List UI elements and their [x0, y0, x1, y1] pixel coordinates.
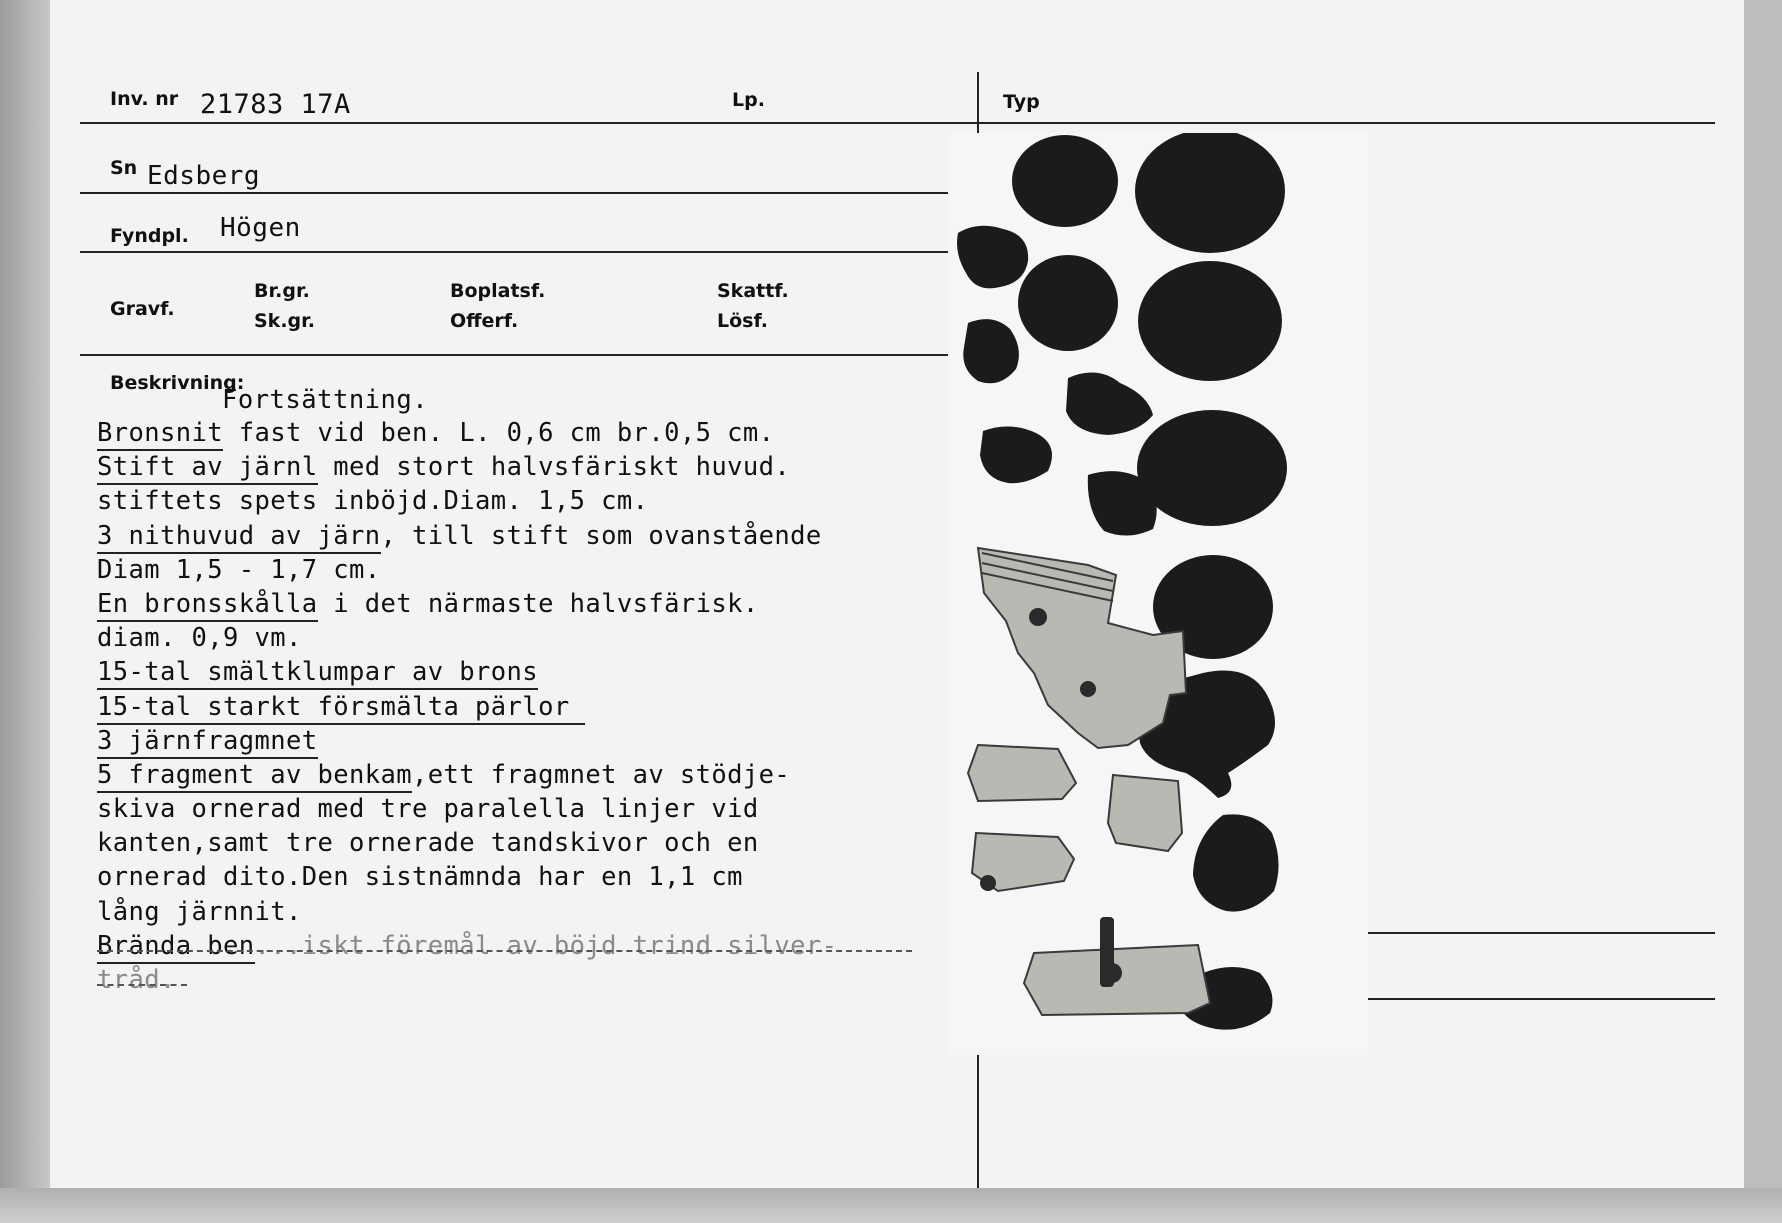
lump — [1138, 261, 1282, 381]
sn-value: Edsberg — [147, 161, 261, 191]
gravf-label: Gravf. — [110, 298, 175, 320]
description-text: med stort halvsfäriskt huvud. — [317, 452, 791, 483]
rule-inv — [80, 122, 1715, 124]
description-text: ornerad dito.Den sistnämnda har en 1,1 cm — [97, 862, 743, 893]
description-line — [97, 690, 977, 724]
description-underlined-term: Brända ben — [97, 931, 255, 964]
description-line — [97, 519, 977, 553]
strike-through — [97, 984, 187, 986]
description-text: fast vid ben. L. 0,6 cm br.0,5 cm. — [223, 418, 775, 448]
description-text: , till stift som ovanstående — [380, 520, 822, 551]
inv-label: Inv. nr — [110, 88, 179, 110]
description-underlined-term: 3 järnfragmnet — [97, 726, 318, 759]
description-underlined-term: 3 nithuvud av järn — [97, 521, 381, 554]
struck-text: tråd. — [97, 965, 176, 995]
offerf-label: Offerf. — [450, 310, 519, 332]
fyndpl-label: Fyndpl. — [110, 225, 189, 247]
typ-label: Typ — [1003, 91, 1040, 113]
description-line — [97, 792, 977, 826]
bottom-shade — [0, 1188, 1782, 1223]
description-line — [97, 895, 977, 929]
description-underlined-term: 15-tal starkt försmälta pärlor — [97, 692, 585, 725]
beskrivning-label: Beskrivning: — [110, 372, 245, 394]
brgr-label: Br.gr. — [254, 280, 310, 302]
rivet — [980, 875, 996, 891]
rivet — [1029, 608, 1047, 626]
boplatsf-label: Boplatsf. — [450, 280, 546, 302]
sn-label: Sn — [110, 157, 138, 179]
description-line — [97, 655, 977, 689]
description-underlined-term: Stift av järnl — [97, 452, 318, 485]
description-line — [97, 724, 977, 758]
lp-label: Lp. — [732, 89, 765, 111]
description-text: ,ett fragmnet av stödje- — [412, 759, 791, 790]
description-text: stiftets spets inböjd.Diam. 1,5 cm. — [97, 486, 649, 517]
description-line — [97, 484, 977, 518]
rule-sn — [80, 192, 999, 194]
skgr-label: Sk.gr. — [254, 310, 316, 332]
description-line — [97, 416, 977, 450]
lump — [1137, 410, 1287, 526]
description-line — [97, 587, 977, 621]
strike-through — [97, 950, 912, 952]
fyndpl-value: Högen — [220, 213, 301, 243]
struck-text: ...iskt föremål av böjd trind silver- — [254, 930, 838, 961]
description-underlined-term: Bronsnit — [97, 418, 223, 451]
description-line — [97, 553, 977, 587]
lump — [1012, 135, 1118, 227]
lump — [1135, 133, 1285, 253]
description-line — [97, 860, 977, 894]
description-text: lång järnnit. — [97, 896, 302, 927]
artifact-photo-drawing — [948, 133, 1368, 1055]
description-underlined-term: 15-tal smältklumpar av brons — [97, 657, 538, 690]
description-line-struck — [97, 929, 977, 963]
bone-fragment — [1108, 775, 1182, 851]
description-text: Diam 1,5 - 1,7 cm. — [97, 554, 381, 585]
description-line — [97, 758, 977, 792]
description-text: diam. 0,9 vm. — [97, 623, 302, 654]
left-shadow — [0, 0, 50, 1223]
description-underlined-term: En bronsskålla — [97, 589, 318, 622]
losf-label: Lösf. — [717, 310, 768, 332]
rule-fyndpl — [80, 251, 999, 253]
description-body — [97, 416, 977, 997]
description-line — [97, 450, 977, 484]
artifact-photo — [948, 133, 1368, 1055]
description-line — [97, 826, 977, 860]
rivet — [1102, 963, 1122, 983]
skattf-label: Skattf. — [717, 280, 789, 302]
description-text: skiva ornerad med tre paralella linjer vid — [97, 794, 759, 825]
description-text: i det närmaste halvsfärisk. — [317, 588, 759, 619]
description-underlined-term: 5 fragment av benkam — [97, 760, 412, 793]
rivet — [1080, 681, 1096, 697]
lump — [1018, 255, 1118, 351]
bone-fragment — [968, 745, 1076, 801]
description-line-struck — [97, 963, 977, 997]
description-line — [97, 621, 977, 655]
rule-gravf — [80, 354, 999, 356]
description-text: kanten,samt tre ornerade tandskivor och en — [97, 828, 759, 859]
inv-value: 21783 17A — [200, 89, 351, 120]
description-heading: Fortsättning. — [222, 385, 429, 415]
